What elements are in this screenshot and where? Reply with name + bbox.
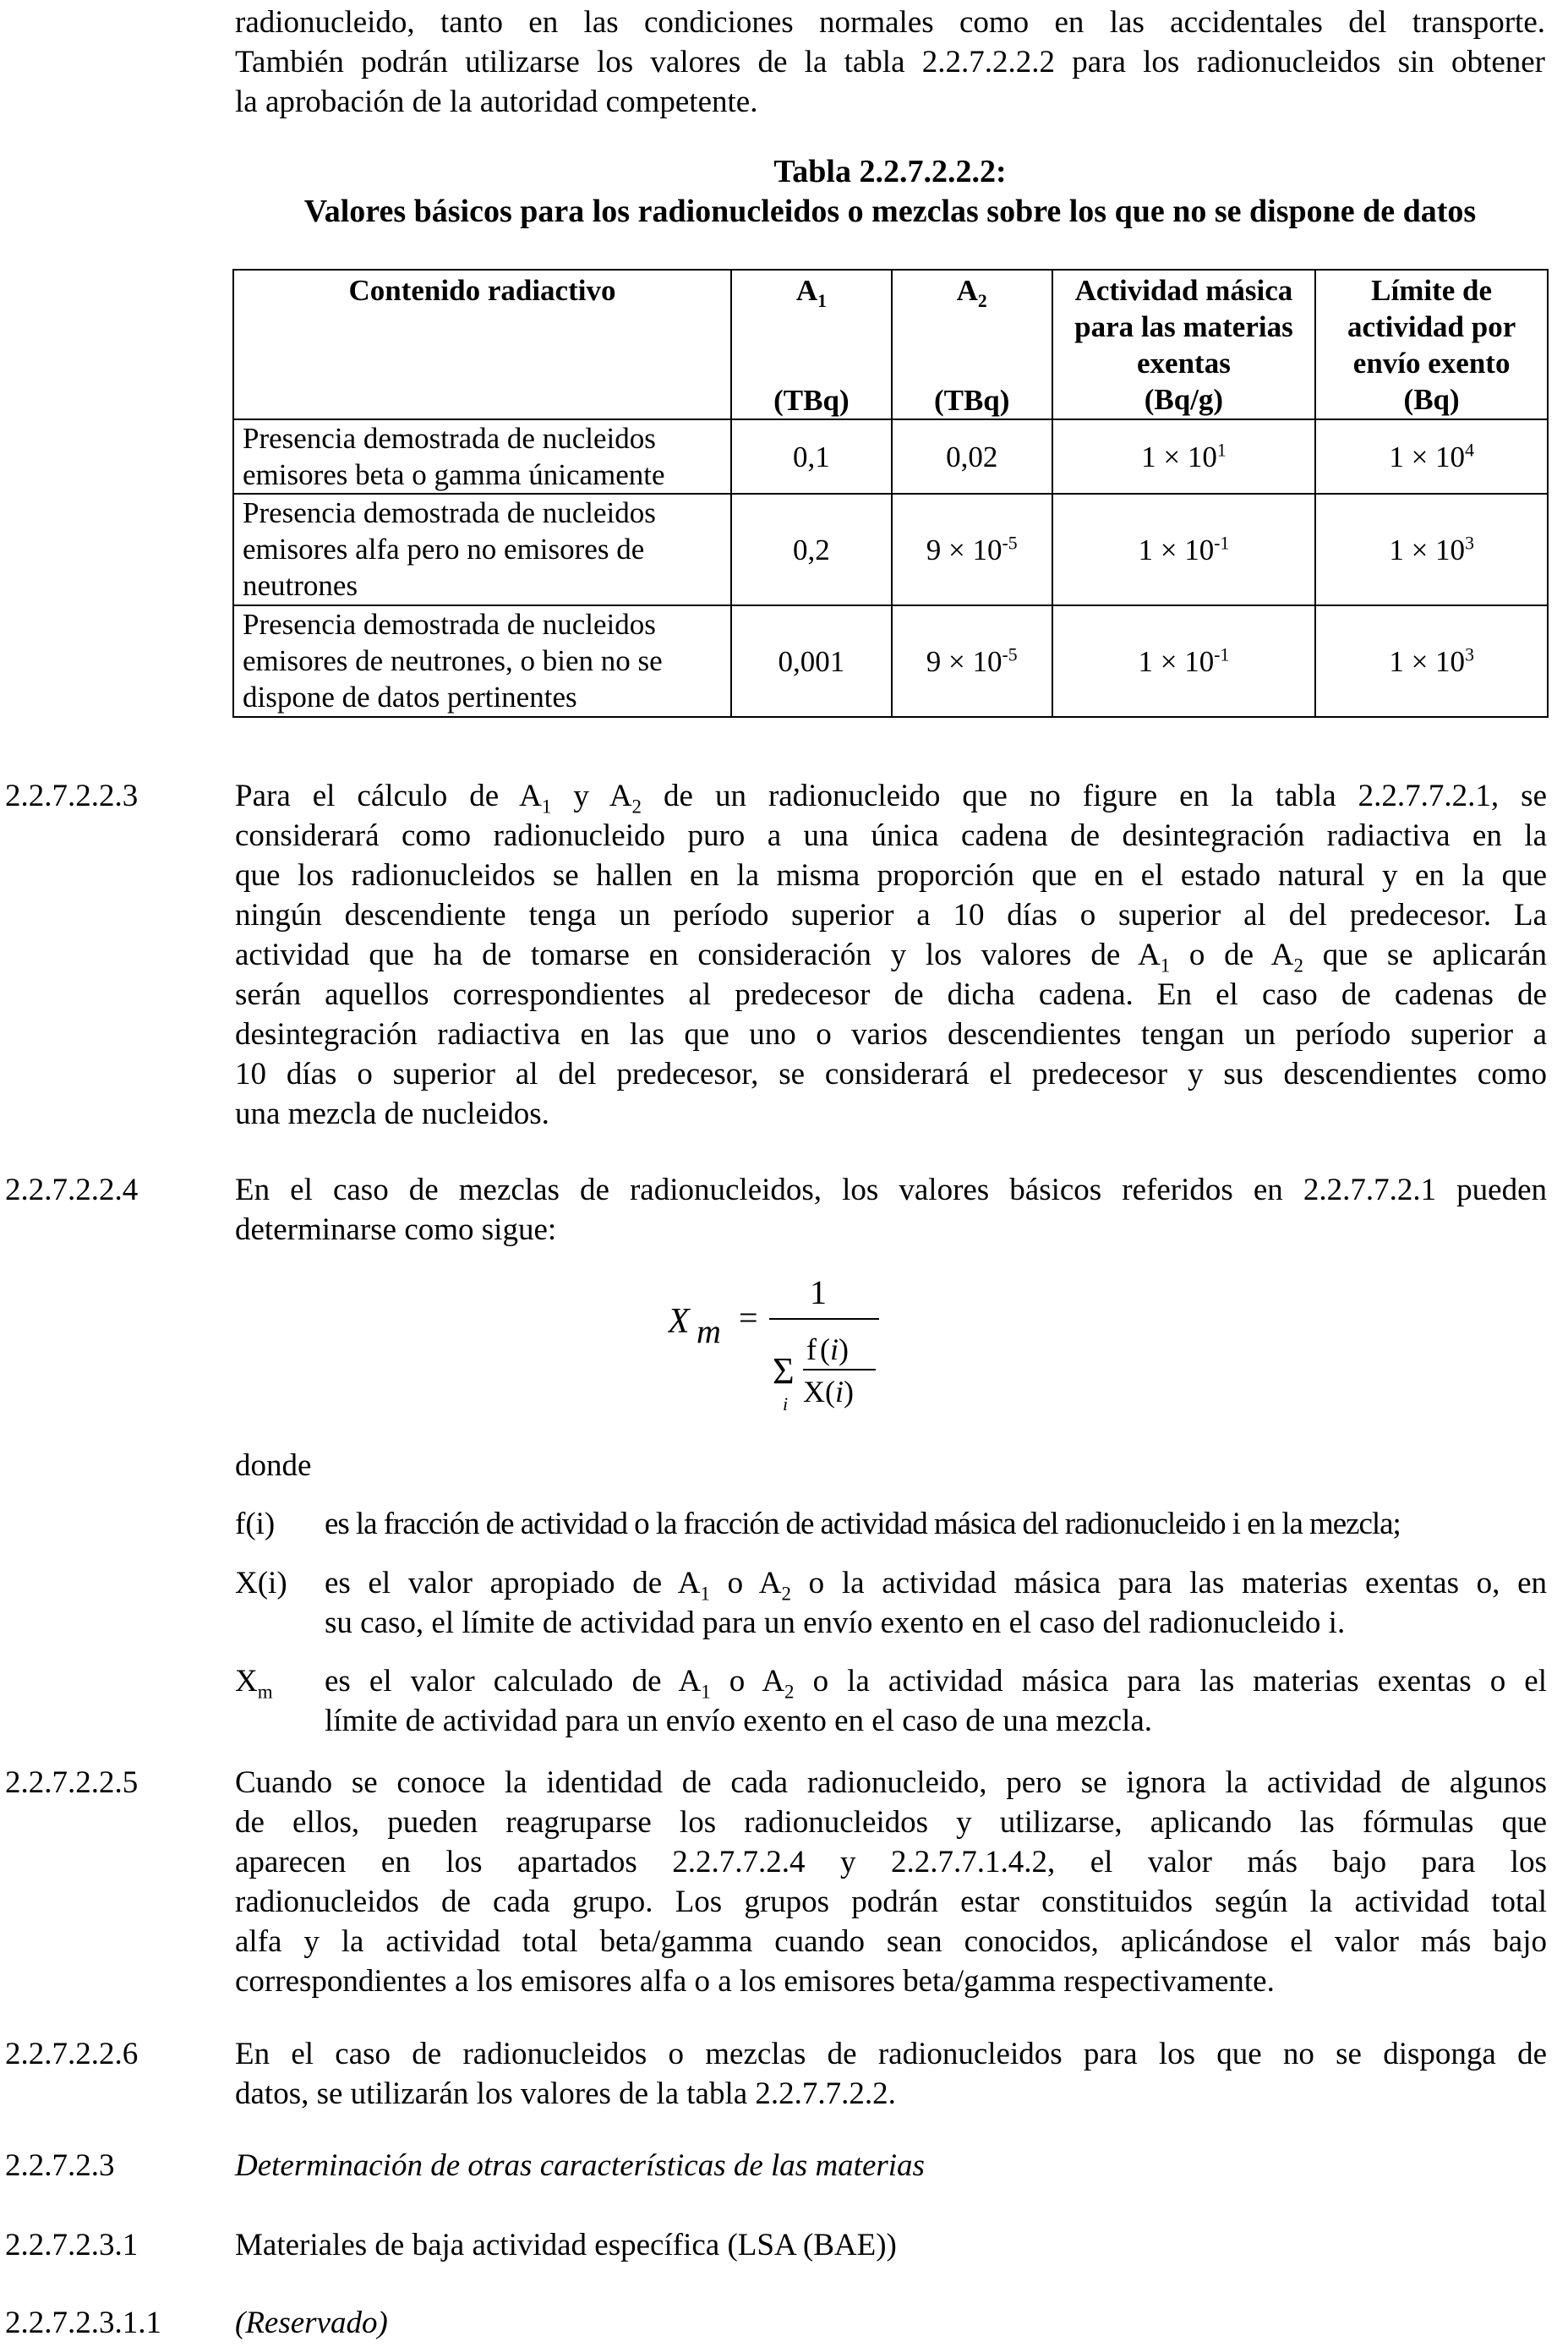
intro-line: radionucleido, tanto en las condiciones normales como en las accidentales del transporte. [235, 5, 1545, 40]
row-mass-activity: $1 \times 10^{-1}$ [1052, 494, 1316, 605]
table-row [233, 419, 1548, 494]
formula-x-i: X(i) [803, 1375, 855, 1409]
paragraph-line: En el caso de mezclas de radionucleidos, los valores básicos referidos en 2.2.7.7.2.1 pueden [235, 1173, 1547, 1207]
def-text-x-m [325, 1661, 1547, 1741]
values-table [232, 269, 1549, 718]
intro-line: También podrán utilizarse los valores de la tabla 2.2.7.2.2.2 para los radionucleidos sin obtener [235, 45, 1545, 79]
row-description: Presencia demostrada de nucleidos emisores de neutrones, o bien no se dispone de datos pertinentes [233, 605, 731, 717]
header-a2: $A_2$ (TBq) [892, 270, 1052, 419]
table-row [233, 494, 1548, 605]
paragraph-line: de ellos, pueden reagruparse los radionucleidos y utilizarse, aplicando las fórmulas que [235, 1805, 1547, 1840]
def-key-f-i: f(i) [235, 1507, 276, 1541]
row-description: Presencia demostrada de nucleidos emisores beta o gamma únicamente [233, 419, 731, 494]
formula-sigma-sub: i [783, 1393, 789, 1414]
paragraph-line: datos, se utilizarán los valores de la tabla 2.2.7.7.2.2. [235, 2076, 896, 2111]
row-mass-activity: $1 \times 10^{-1}$ [1052, 605, 1316, 717]
row-mass-activity: $1 \times 10^1$ [1052, 419, 1316, 494]
header-mass-activity: Actividad másica para las materias exentas (Bq/g) [1052, 270, 1316, 419]
donde-label: donde [235, 1448, 312, 1483]
row-a1: 0,1 [731, 419, 892, 494]
def-text-x-i [325, 1563, 1547, 1643]
paragraph-line: Cuando se conoce la identidad de cada radionucleido, pero se ignora la actividad de algunos [235, 1765, 1547, 1800]
row-a1: 0,2 [731, 494, 892, 605]
table-row [233, 605, 1548, 717]
paragraph-2-2-7-2-2-6 [235, 2034, 1547, 2114]
row-activity-limit: $1 \times 10^3$ [1315, 605, 1548, 717]
row-a1: 0,001 [731, 605, 892, 717]
row-a2: $9 \times 10^{-5}$ [892, 494, 1052, 605]
paragraph-line: Para el cálculo de $A_1$ y $A_2$ de un radionucleido que no figure en la tabla 2.2.7.7.2.1, se [235, 779, 1548, 818]
paragraph-number: 2.2.7.2.2.6 [5, 2037, 139, 2071]
paragraph-line: ningún descendiente tenga un período superior a 10 días o superior al del predecesor. La [235, 898, 1547, 933]
intro-line: la aprobación de la autoridad competente. [235, 85, 758, 119]
paragraph-line: En el caso de radionucleidos o mezclas de radionucleidos para los que no se disponga de [235, 2037, 1547, 2071]
section-number: 2.2.7.2.3.1 [5, 2228, 139, 2262]
paragraph-line: una mezcla de nucleidos. [235, 1097, 549, 1131]
formula-sigma: Σ [773, 1350, 795, 1392]
section-number: 2.2.7.2.3 [5, 2148, 115, 2183]
paragraph-number: 2.2.7.2.2.4 [5, 1173, 139, 1207]
paragraph-line: su caso, el límite de actividad para un envío exento en el caso del radionucleido i. [325, 1606, 1346, 1640]
row-activity-limit: $1 \times 10^3$ [1315, 494, 1548, 605]
paragraph-line: serán aquellos correspondientes al predecesor de dicha cadena. En el caso de cadenas de [235, 977, 1547, 1012]
row-activity-limit: $1 \times 10^4$ [1315, 419, 1548, 494]
formula-x: X [668, 1302, 690, 1341]
paragraph-2-2-7-2-2-3 [235, 776, 1547, 1134]
row-a2: 0,02 [892, 419, 1052, 494]
row-a2: $9 \times 10^{-5}$ [892, 605, 1052, 717]
row-description: Presencia demostrada de nucleidos emisores alfa pero no emisores de neutrones [233, 494, 731, 605]
header-content: Contenido radiactivo [233, 270, 731, 419]
paragraph-line: considerará como radionucleido puro a una única cadena de desintegración radiactiva en la [235, 818, 1547, 853]
table-header-row [233, 270, 1548, 419]
section-title: (Reservado) [235, 2306, 388, 2340]
paragraph-line: radionucleidos de cada grupo. Los grupos podrán estar constituidos según la actividad total [235, 1885, 1547, 1919]
paragraph-line: 10 días o superior al del predecesor, se considerará el predecesor y sus descendientes como [235, 1057, 1547, 1091]
table-title: Tabla 2.2.7.2.2.2: [773, 154, 1007, 189]
section-number: 2.2.7.2.3.1.1 [5, 2306, 161, 2340]
paragraph-line: límite de actividad para un envío exento en el caso de una mezcla. [325, 1704, 1153, 1738]
table-subtitle: Valores básicos para los radionucleidos o mezclas sobre los que no se dispone de datos [303, 194, 1477, 229]
section-title: Determinación de otras características de las materias [235, 2148, 925, 2183]
def-key-x-i: X(i) [235, 1566, 287, 1600]
def-key-x-m: $X_m$ [235, 1664, 273, 1703]
paragraph-number: 2.2.7.2.2.3 [5, 779, 139, 813]
paragraph-line: es la fracción de actividad o la fracción de actividad másica del radionucleido i en la mezcla; [325, 1507, 1401, 1541]
paragraph-line: aparecen en los apartados 2.2.7.7.2.4 y 2.2.7.7.1.4.2, el valor más bajo para los [235, 1845, 1547, 1879]
paragraph-number: 2.2.7.2.2.5 [5, 1765, 139, 1800]
section-title: Materiales de baja actividad específica (LSA (BAE)) [235, 2228, 897, 2262]
paragraph-line: determinarse como sigue: [235, 1212, 557, 1247]
formula-f: f (i) [806, 1332, 850, 1366]
mixture-formula [668, 1275, 888, 1427]
formula-equals: = [739, 1299, 758, 1337]
paragraph-line: actividad que ha de tomarse en consideración y los valores de $A_1$ o de $A_2$ que se aplicarán [235, 938, 1547, 977]
intro-paragraph [235, 3, 1545, 122]
header-a1: $A_1$ (TBq) [731, 270, 892, 419]
def-text-f-i [325, 1504, 1547, 1544]
paragraph-line: que los radionucleidos se hallen en la misma proporción que en el estado natural y en la que [235, 858, 1547, 893]
paragraph-line: correspondientes a los emisores alfa o a los emisores beta/gamma respectivamente. [235, 1964, 1275, 1999]
paragraph-line: alfa y la actividad total beta/gamma cuando sean conocidos, aplicándose el valor más bajo [235, 1924, 1547, 1959]
header-activity-limit: Límite de actividad por envío exento (Bq) [1315, 270, 1548, 419]
formula-graphic [668, 1275, 888, 1427]
formula-x-sub: m [697, 1312, 721, 1350]
formula-numerator: 1 [810, 1275, 827, 1311]
paragraph-line: es el valor apropiado de $A_1$ o $A_2$ o la actividad másica para las materias exentas o, en [325, 1566, 1548, 1605]
paragraph-2-2-7-2-2-4 [235, 1170, 1547, 1250]
paragraph-2-2-7-2-2-5 [235, 1763, 1547, 2001]
paragraph-line: desintegración radiactiva en las que uno o varios descendientes tengan un período superior a [235, 1017, 1547, 1052]
paragraph-line: es el valor calculado de $A_1$ o $A_2$ o la actividad másica para las materias exentas o el [325, 1664, 1547, 1703]
